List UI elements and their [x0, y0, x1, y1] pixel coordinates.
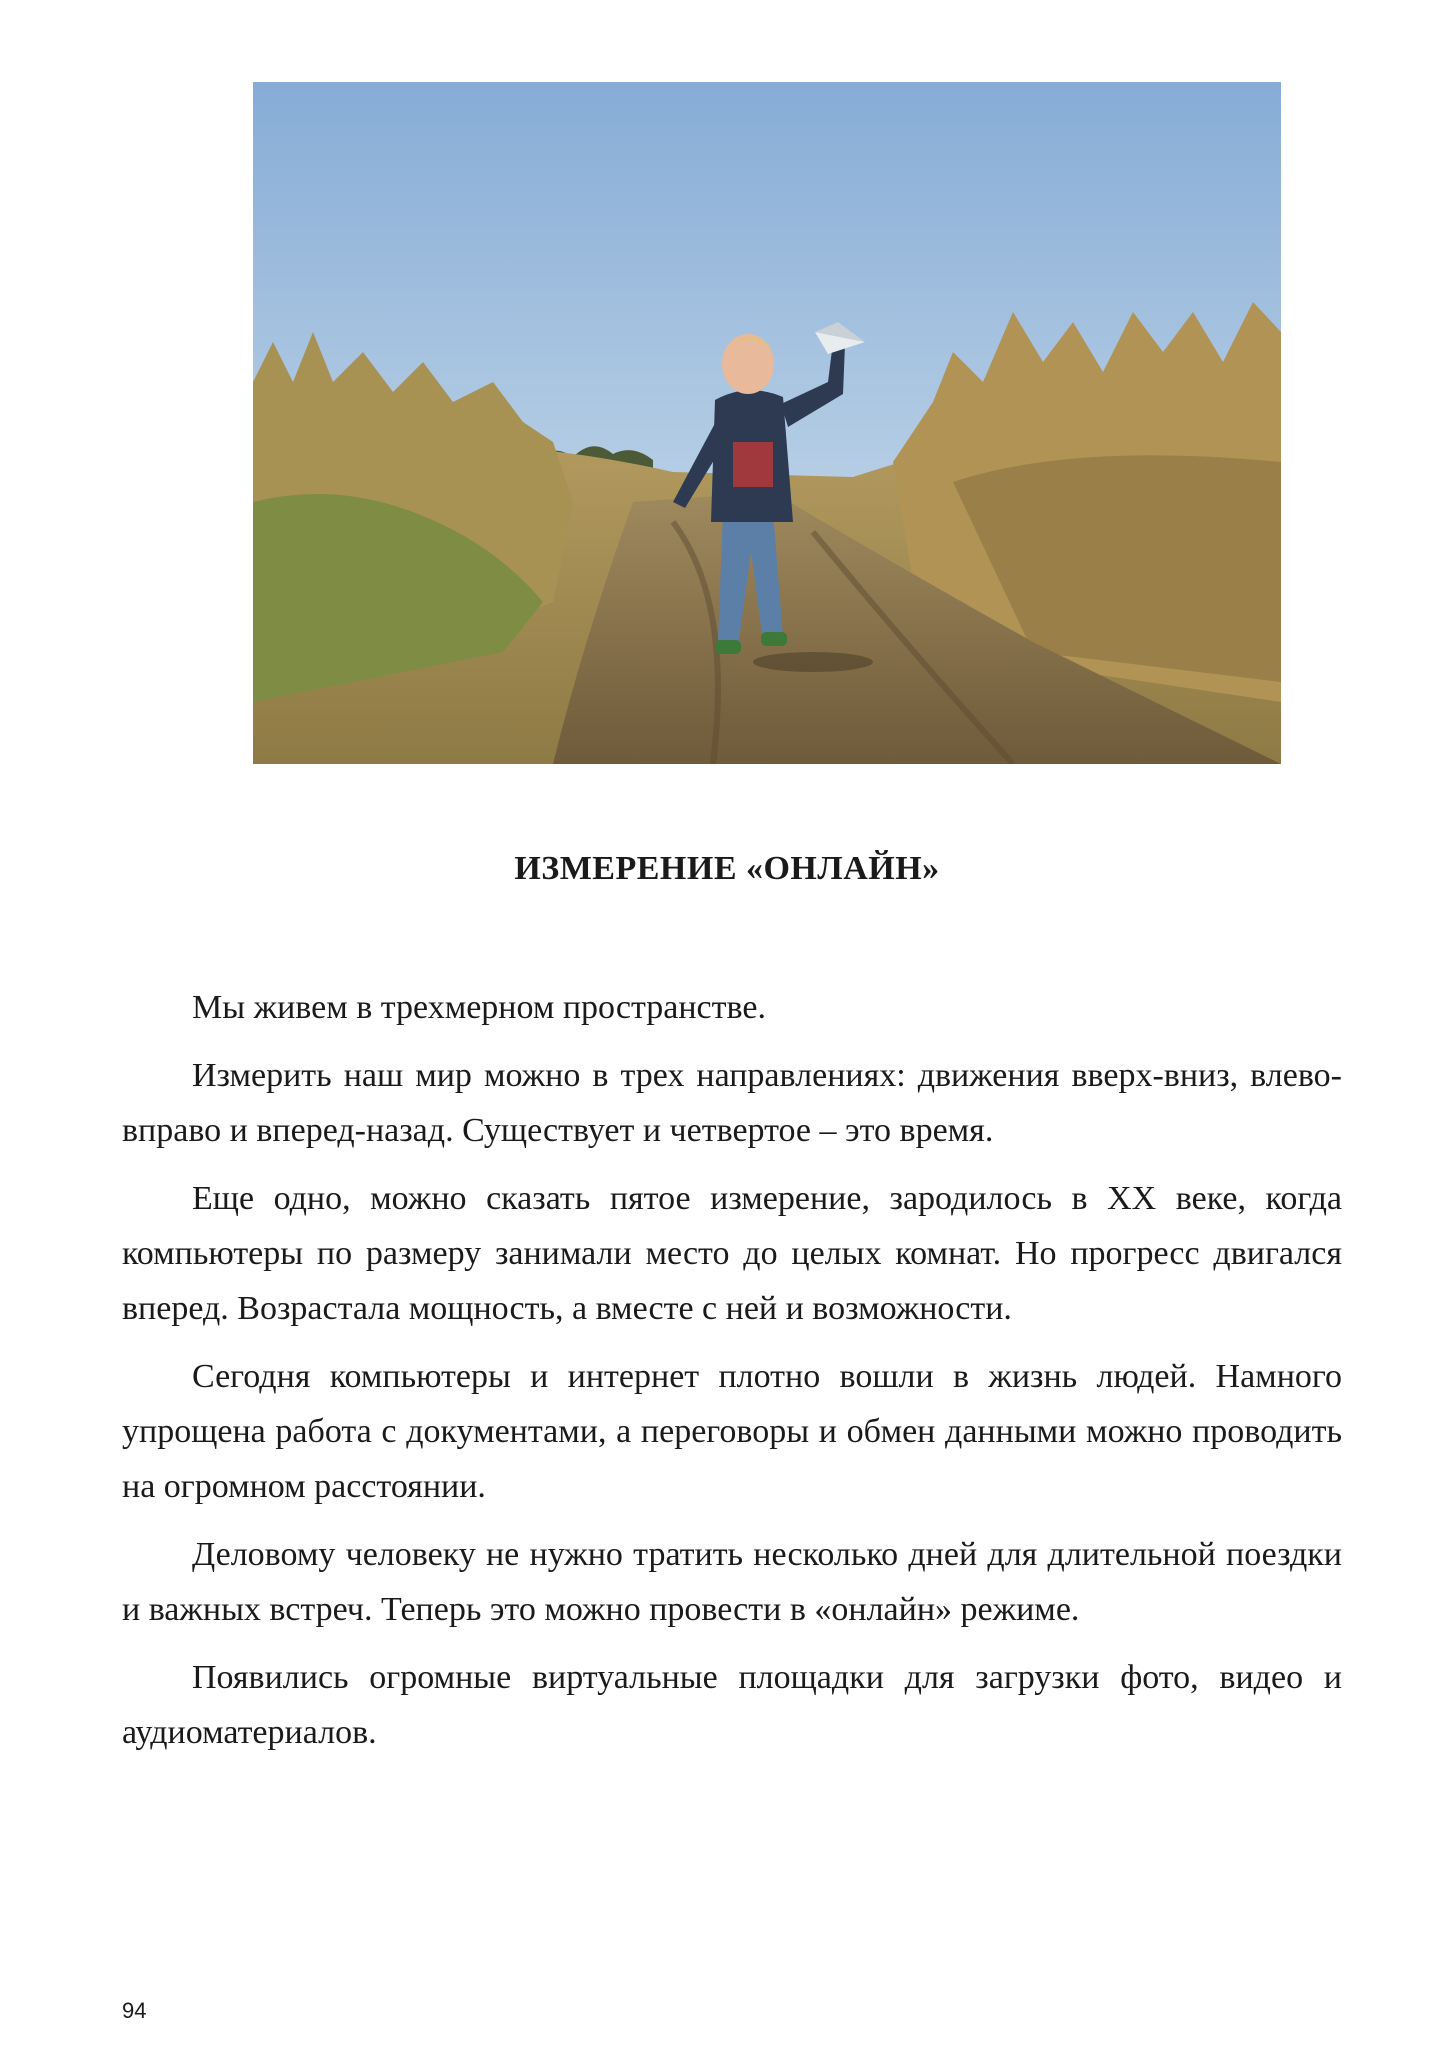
paragraph: Еще одно, можно сказать пятое измерение, зародилось в XX веке, когда компьютеры по размеру занимали место до целых комнат. Но прогресс двигался вперед. Возрастала мощность, а вместе с ней и возможности.	[122, 1180, 1342, 1327]
article-title: ИЗМЕРЕНИЕ «ОНЛАЙН»	[514, 850, 940, 887]
photo-illustration	[253, 82, 1281, 764]
paragraph: Измерить наш мир можно в трех направлениях: движения вверх-вниз, влево-вправо и вперед-назад. Существует и четвертое – это время.	[122, 1057, 1342, 1149]
article-body	[122, 980, 1342, 1773]
paragraph: Сегодня компьютеры и интернет плотно вошли в жизнь людей. Намного упрощена работа с документами, а переговоры и обмен данными можно проводить на огромном расстоянии.	[122, 1358, 1342, 1505]
paragraph: Мы живем в трехмерном пространстве.	[192, 989, 766, 1026]
boy-paper-plane-photo	[253, 82, 1281, 764]
page-number: 94	[122, 1998, 147, 2023]
paragraph: Деловому человеку не нужно тратить несколько дней для длительной поездки и важных встреч. Теперь это можно провести в «онлайн» режиме.	[122, 1536, 1342, 1628]
paragraph: Появились огромные виртуальные площадки для загрузки фото, видео и аудиоматериалов.	[122, 1659, 1342, 1751]
